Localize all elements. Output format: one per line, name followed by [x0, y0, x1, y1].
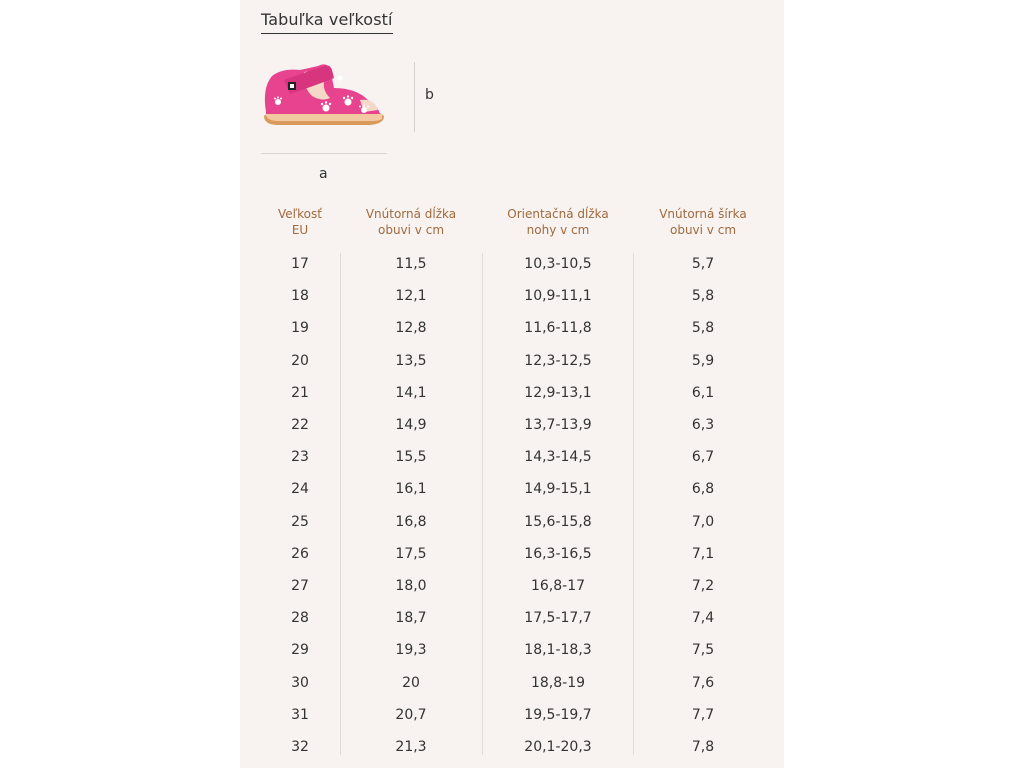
cell-inner-width: 6,7: [691, 449, 715, 466]
cell-foot-length: 19,5-19,7: [524, 706, 592, 723]
cell-inner-width: 5,8: [691, 288, 715, 305]
cell-inner-length: 14,1: [395, 384, 427, 401]
cell-inner-length: 16,8: [395, 513, 427, 530]
cell-inner-length: 11,5: [395, 256, 427, 272]
header-line: EU: [291, 223, 309, 237]
cell-size-eu: 19: [291, 320, 309, 337]
cell-size-eu: 23: [291, 449, 309, 466]
cell-foot-length: 10,9-11,1: [524, 288, 592, 305]
dimension-b-line: [414, 62, 415, 132]
header-inner-width: [643, 206, 763, 238]
cell-foot-length: 18,1-18,3: [524, 642, 592, 659]
cell-size-eu: 30: [291, 674, 309, 691]
column-divider: [482, 253, 483, 755]
cell-foot-length: 14,3-14,5: [524, 449, 592, 466]
cell-foot-length: 16,8-17: [530, 578, 586, 594]
cell-inner-length: 16,1: [395, 481, 427, 498]
cell-inner-length: 20: [402, 674, 420, 691]
cell-size-eu: 18: [291, 288, 309, 305]
cell-size-eu: 26: [291, 545, 309, 562]
cell-inner-width: 7,7: [691, 706, 715, 723]
cell-size-eu: 31: [291, 706, 309, 723]
cell-size-eu: 24: [291, 481, 309, 498]
cell-inner-length: 12,1: [395, 288, 427, 305]
cell-inner-width: 7,5: [691, 642, 715, 659]
cell-inner-length: 17,5: [395, 545, 427, 562]
cell-size-eu: 22: [291, 417, 309, 433]
header-size-eu: [260, 206, 340, 238]
cell-inner-width: 6,3: [691, 417, 715, 433]
cell-size-eu: 29: [291, 642, 309, 659]
size-chart-panel: [240, 0, 784, 768]
header-line: Orientačná dĺžka: [507, 207, 609, 221]
header-line: nohy v cm: [526, 223, 590, 237]
cell-inner-width: 6,8: [691, 481, 715, 498]
cell-inner-length: 14,9: [395, 417, 427, 433]
cell-inner-width: 7,1: [691, 545, 715, 562]
cell-foot-length: 15,6-15,8: [524, 513, 592, 530]
cell-foot-length: 14,9-15,1: [524, 481, 592, 498]
cell-foot-length: 17,5-17,7: [524, 610, 592, 627]
header-foot-length: [493, 206, 623, 238]
cell-size-eu: 27: [291, 578, 309, 594]
cell-inner-length: 20,7: [395, 706, 427, 723]
cell-foot-length: 12,3-12,5: [524, 352, 592, 369]
header-line: Vnútorná dĺžka: [365, 207, 457, 221]
cell-foot-length: 20,1-20,3: [524, 739, 592, 755]
dimension-a-line: [261, 153, 387, 154]
cell-foot-length: 12,9-13,1: [524, 384, 592, 401]
cell-inner-width: 7,6: [691, 674, 715, 691]
cell-inner-length: 21,3: [395, 739, 427, 755]
cell-size-eu: 21: [291, 384, 309, 401]
cell-inner-length: 13,5: [395, 352, 427, 369]
header-line: Veľkosť: [278, 207, 322, 221]
page-title: Tabuľka veľkostí: [261, 10, 393, 34]
cell-inner-width: 6,1: [691, 384, 715, 401]
cell-foot-length: 16,3-16,5: [524, 545, 592, 562]
cell-inner-width: 5,9: [691, 352, 715, 369]
header-inner-length: [351, 206, 471, 238]
cell-inner-length: 15,5: [395, 449, 427, 466]
dimension-b-label: b: [425, 87, 434, 103]
header-line: obuvi v cm: [669, 223, 737, 237]
pink-slipper-image: [260, 58, 386, 130]
cell-foot-length: 18,8-19: [530, 674, 586, 691]
header-line: Vnútorná šírka: [659, 207, 747, 221]
header-line: obuvi v cm: [377, 223, 445, 237]
cell-foot-length: 10,3-10,5: [524, 256, 592, 272]
cell-inner-length: 18,0: [395, 578, 427, 594]
cell-inner-width: 7,8: [691, 739, 715, 755]
cell-inner-width: 7,2: [691, 578, 715, 594]
cell-size-eu: 17: [291, 256, 309, 272]
cell-inner-width: 7,0: [691, 513, 715, 530]
cell-size-eu: 28: [291, 610, 309, 627]
cell-inner-length: 19,3: [395, 642, 427, 659]
cell-size-eu: 20: [291, 352, 309, 369]
cell-inner-width: 7,4: [691, 610, 715, 627]
cell-inner-width: 5,7: [691, 256, 715, 272]
cell-size-eu: 25: [291, 513, 309, 530]
cell-size-eu: 32: [291, 739, 309, 755]
column-divider: [633, 253, 634, 755]
cell-inner-width: 5,8: [691, 320, 715, 337]
cell-inner-length: 18,7: [395, 610, 427, 627]
cell-foot-length: 11,6-11,8: [524, 320, 592, 337]
cell-inner-length: 12,8: [395, 320, 427, 337]
cell-foot-length: 13,7-13,9: [524, 417, 592, 433]
dimension-a-label: a: [319, 166, 328, 182]
